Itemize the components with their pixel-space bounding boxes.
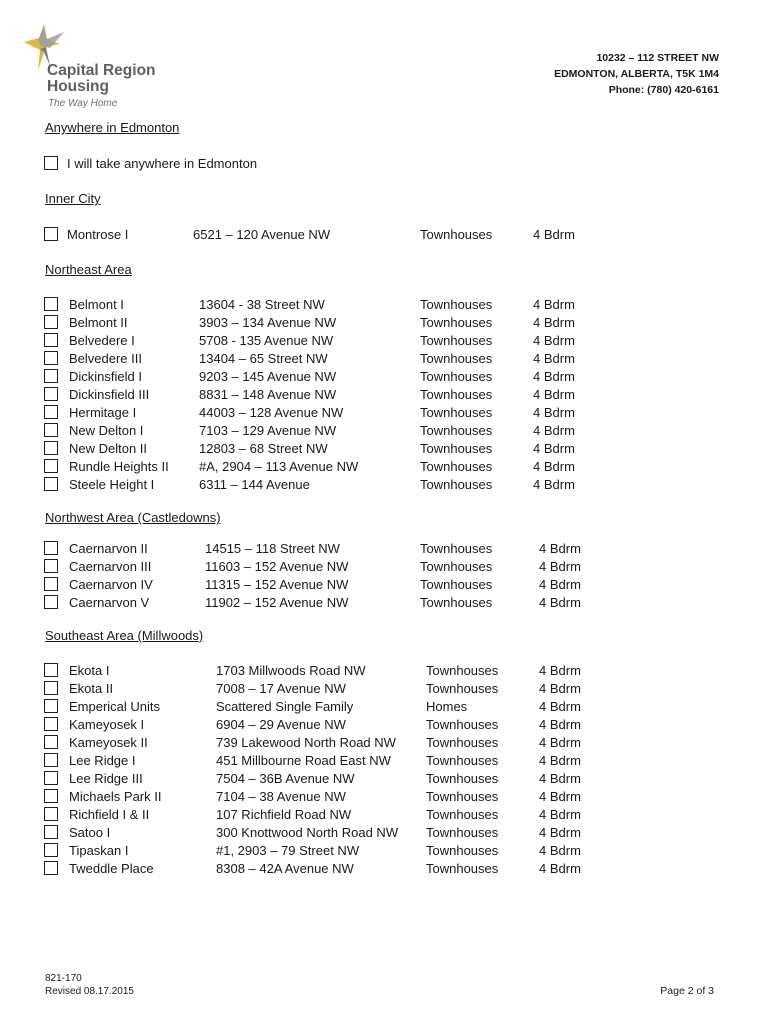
checkbox[interactable] — [44, 459, 58, 473]
checkbox[interactable] — [44, 423, 58, 437]
property-type: Homes — [426, 699, 468, 714]
property-type: Townhouses — [426, 681, 499, 696]
revised-date: Revised 08.17.2015 — [45, 986, 134, 997]
bedroom-count: 4 Bdrm — [539, 577, 581, 592]
checkbox[interactable] — [44, 807, 58, 821]
checkbox[interactable] — [44, 681, 58, 695]
property-address: 7504 – 36B Avenue NW — [216, 771, 355, 786]
property-type: Townhouses — [426, 843, 499, 858]
property-address: 3903 – 134 Avenue NW — [199, 315, 337, 330]
property-name: Belvedere III — [69, 351, 142, 366]
property-name: Lee Ridge I — [69, 753, 136, 768]
property-name: Tweddle Place — [69, 861, 154, 876]
checkbox[interactable] — [44, 825, 58, 839]
property-name: Steele Height I — [69, 477, 155, 492]
bedroom-count: 4 Bdrm — [539, 681, 581, 696]
bedroom-count: 4 Bdrm — [533, 333, 575, 348]
page-number: Page 2 of 3 — [660, 985, 714, 997]
list-item — [44, 558, 604, 576]
property-name: Caernarvon III — [69, 559, 152, 574]
property-name: Belvedere I — [69, 333, 135, 348]
property-type: Townhouses — [420, 369, 493, 384]
checkbox[interactable] — [44, 577, 58, 591]
checkbox[interactable] — [44, 405, 58, 419]
header-address — [554, 50, 719, 98]
bedroom-count: 4 Bdrm — [533, 441, 575, 456]
list-item — [44, 404, 604, 422]
address-street: 10232 – 112 STREET NW — [596, 52, 719, 64]
bedroom-count: 4 Bdrm — [539, 717, 581, 732]
property-name: New Delton I — [69, 423, 144, 438]
section-title-inner-city: Inner City — [45, 191, 101, 206]
property-address: 6521 – 120 Avenue NW — [193, 227, 331, 242]
checkbox[interactable] — [44, 387, 58, 401]
property-name: Caernarvon IV — [69, 577, 153, 592]
property-type: Townhouses — [420, 351, 493, 366]
property-address: 9203 – 145 Avenue NW — [199, 369, 337, 384]
list-item — [44, 806, 604, 824]
org-name — [47, 63, 167, 95]
option-label: I will take anywhere in Edmonton — [67, 156, 258, 171]
checkbox[interactable] — [44, 663, 58, 677]
property-address: 6311 – 144 Avenue — [199, 477, 310, 492]
property-address: 8831 – 148 Avenue NW — [199, 387, 337, 402]
property-address: 12803 – 68 Street NW — [199, 441, 328, 456]
checkbox[interactable] — [44, 227, 58, 241]
bedroom-count: 4 Bdrm — [533, 297, 575, 312]
property-type: Townhouses — [426, 717, 499, 732]
list-item — [44, 422, 604, 440]
list-item — [44, 770, 604, 788]
bedroom-count: 4 Bdrm — [533, 315, 575, 330]
checkbox[interactable] — [44, 753, 58, 767]
property-address: 11603 – 152 Avenue NW — [205, 559, 349, 574]
list-item — [44, 576, 604, 594]
property-type: Townhouses — [420, 227, 493, 242]
footer-form-info — [45, 972, 134, 998]
property-name: Michaels Park II — [69, 789, 162, 804]
checkbox[interactable] — [44, 771, 58, 785]
property-type: Townhouses — [420, 441, 493, 456]
org-name-line1: Capital Region — [47, 62, 156, 79]
checkbox[interactable] — [44, 735, 58, 749]
section-title-anywhere: Anywhere in Edmonton — [45, 120, 180, 135]
property-type: Townhouses — [426, 807, 499, 822]
section-title-southeast: Southeast Area (Millwoods) — [45, 628, 204, 643]
property-address: 300 Knottwood North Road NW — [216, 825, 399, 840]
bedroom-count: 4 Bdrm — [539, 807, 581, 822]
bedroom-count: 4 Bdrm — [539, 753, 581, 768]
property-type: Townhouses — [420, 315, 493, 330]
property-type: Townhouses — [426, 771, 499, 786]
property-address: #A, 2904 – 113 Avenue NW — [199, 459, 359, 474]
property-type: Townhouses — [426, 663, 499, 678]
bedroom-count: 4 Bdrm — [539, 771, 581, 786]
property-address: 13404 – 65 Street NW — [199, 351, 328, 366]
bedroom-count: 4 Bdrm — [533, 387, 575, 402]
property-address: 8308 – 42A Avenue NW — [216, 861, 354, 876]
property-address: #1, 2903 – 79 Street NW — [216, 843, 360, 858]
org-name-line2: Housing — [47, 78, 109, 95]
property-name: New Delton II — [69, 441, 148, 456]
checkbox[interactable] — [44, 297, 58, 311]
bedroom-count: 4 Bdrm — [539, 541, 581, 556]
org-logo — [20, 22, 160, 112]
property-type: Townhouses — [420, 541, 493, 556]
bedroom-count: 4 Bdrm — [539, 825, 581, 840]
checkbox[interactable] — [44, 333, 58, 347]
property-address: 7008 – 17 Avenue NW — [216, 681, 346, 696]
list-item — [44, 594, 604, 612]
checkbox[interactable] — [44, 789, 58, 803]
address-city: EDMONTON, ALBERTA, T5K 1M4 — [554, 68, 719, 80]
property-name: Kameyosek II — [69, 735, 148, 750]
list-item — [44, 386, 604, 404]
checkbox[interactable] — [44, 369, 58, 383]
checkbox[interactable] — [44, 717, 58, 731]
property-name: Dickinsfield III — [69, 387, 150, 402]
property-name: Caernarvon II — [69, 541, 148, 556]
property-name: Dickinsfield I — [69, 369, 142, 384]
property-type: Townhouses — [420, 423, 493, 438]
list-item — [44, 734, 604, 752]
list-item — [44, 296, 604, 314]
bedroom-count: 4 Bdrm — [539, 735, 581, 750]
property-address: 14515 – 118 Street NW — [205, 541, 340, 556]
property-address: Scattered Single Family — [216, 699, 354, 714]
bedroom-count: 4 Bdrm — [533, 423, 575, 438]
property-name: Montrose I — [67, 227, 129, 242]
checkbox[interactable] — [44, 595, 58, 609]
property-type: Townhouses — [420, 459, 493, 474]
bedroom-count: 4 Bdrm — [539, 699, 581, 714]
bedroom-count: 4 Bdrm — [539, 595, 581, 610]
bedroom-count: 4 Bdrm — [533, 405, 575, 420]
property-name: Rundle Heights II — [69, 459, 169, 474]
list-item — [44, 368, 604, 386]
checkbox[interactable] — [44, 351, 58, 365]
property-name: Belmont II — [69, 315, 128, 330]
property-address: 451 Millbourne Road East NW — [216, 753, 391, 768]
tagline: The Way Home — [48, 98, 118, 109]
list-item — [44, 788, 604, 806]
checkbox[interactable] — [44, 861, 58, 875]
property-name: Satoo I — [69, 825, 111, 840]
property-address: 107 Richfield Road NW — [216, 807, 352, 822]
bedroom-count: 4 Bdrm — [539, 861, 581, 876]
property-name: Emperical Units — [69, 699, 161, 714]
list-item — [44, 540, 604, 558]
checkbox[interactable] — [44, 699, 58, 713]
bedroom-count: 4 Bdrm — [533, 227, 575, 242]
property-name: Tipaskan I — [69, 843, 129, 858]
property-address: 44003 – 128 Avenue NW — [199, 405, 344, 420]
property-name: Caernarvon V — [69, 595, 150, 610]
list-item — [44, 752, 604, 770]
property-type: Townhouses — [420, 387, 493, 402]
property-type: Townhouses — [426, 825, 499, 840]
property-address: 11902 – 152 Avenue NW — [205, 595, 349, 610]
bedroom-count: 4 Bdrm — [539, 559, 581, 574]
bedroom-count: 4 Bdrm — [533, 459, 575, 474]
section-title-northeast: Northeast Area — [45, 262, 132, 277]
bedroom-count: 4 Bdrm — [539, 843, 581, 858]
property-type: Townhouses — [420, 595, 493, 610]
list-item — [44, 662, 604, 680]
bedroom-count: 4 Bdrm — [533, 477, 575, 492]
property-type: Townhouses — [420, 577, 493, 592]
list-item — [44, 350, 604, 368]
list-item — [44, 716, 604, 734]
list-item — [44, 332, 604, 350]
property-address: 7104 – 38 Avenue NW — [216, 789, 346, 804]
list-item — [44, 440, 604, 458]
property-name: Ekota I — [69, 663, 110, 678]
property-name: Lee Ridge III — [69, 771, 143, 786]
list-item — [44, 476, 604, 494]
property-type: Townhouses — [426, 861, 499, 876]
property-address: 13604 - 38 Street NW — [199, 297, 325, 312]
checkbox[interactable] — [44, 156, 58, 170]
checkbox[interactable] — [44, 441, 58, 455]
address-phone: Phone: (780) 420-6161 — [608, 84, 719, 96]
property-address: 11315 – 152 Avenue NW — [205, 577, 349, 592]
property-type: Townhouses — [420, 477, 493, 492]
section-title-northwest: Northwest Area (Castledowns) — [45, 510, 221, 525]
list-item — [44, 860, 604, 878]
property-type: Townhouses — [420, 559, 493, 574]
property-type: Townhouses — [420, 297, 493, 312]
property-type: Townhouses — [420, 333, 493, 348]
property-type: Townhouses — [426, 789, 499, 804]
list-item — [44, 824, 604, 842]
list-item — [44, 314, 604, 332]
property-address: 7103 – 129 Avenue NW — [199, 423, 337, 438]
checkbox[interactable] — [44, 315, 58, 329]
list-item — [44, 698, 604, 716]
list-item — [44, 458, 604, 476]
property-address: 5708 - 135 Avenue NW — [199, 333, 334, 348]
property-address: 739 Lakewood North Road NW — [216, 735, 396, 750]
property-type: Townhouses — [420, 405, 493, 420]
bedroom-count: 4 Bdrm — [533, 351, 575, 366]
property-address: 1703 Millwoods Road NW — [216, 663, 366, 678]
property-type: Townhouses — [426, 753, 499, 768]
property-name: Belmont I — [69, 297, 124, 312]
checkbox[interactable] — [44, 843, 58, 857]
checkbox[interactable] — [44, 559, 58, 573]
bedroom-count: 4 Bdrm — [533, 369, 575, 384]
property-name: Ekota II — [69, 681, 114, 696]
property-address: 6904 – 29 Avenue NW — [216, 717, 346, 732]
property-name: Richfield I & II — [69, 807, 150, 822]
list-item — [44, 680, 604, 698]
checkbox[interactable] — [44, 541, 58, 555]
bedroom-count: 4 Bdrm — [539, 789, 581, 804]
bedroom-count: 4 Bdrm — [539, 663, 581, 678]
property-name: Kameyosek I — [69, 717, 145, 732]
list-item — [44, 155, 604, 173]
property-type: Townhouses — [426, 735, 499, 750]
list-item — [44, 842, 604, 860]
property-name: Hermitage I — [69, 405, 137, 420]
checkbox[interactable] — [44, 477, 58, 491]
list-item — [44, 226, 604, 244]
form-number: 821-170 — [45, 973, 82, 984]
